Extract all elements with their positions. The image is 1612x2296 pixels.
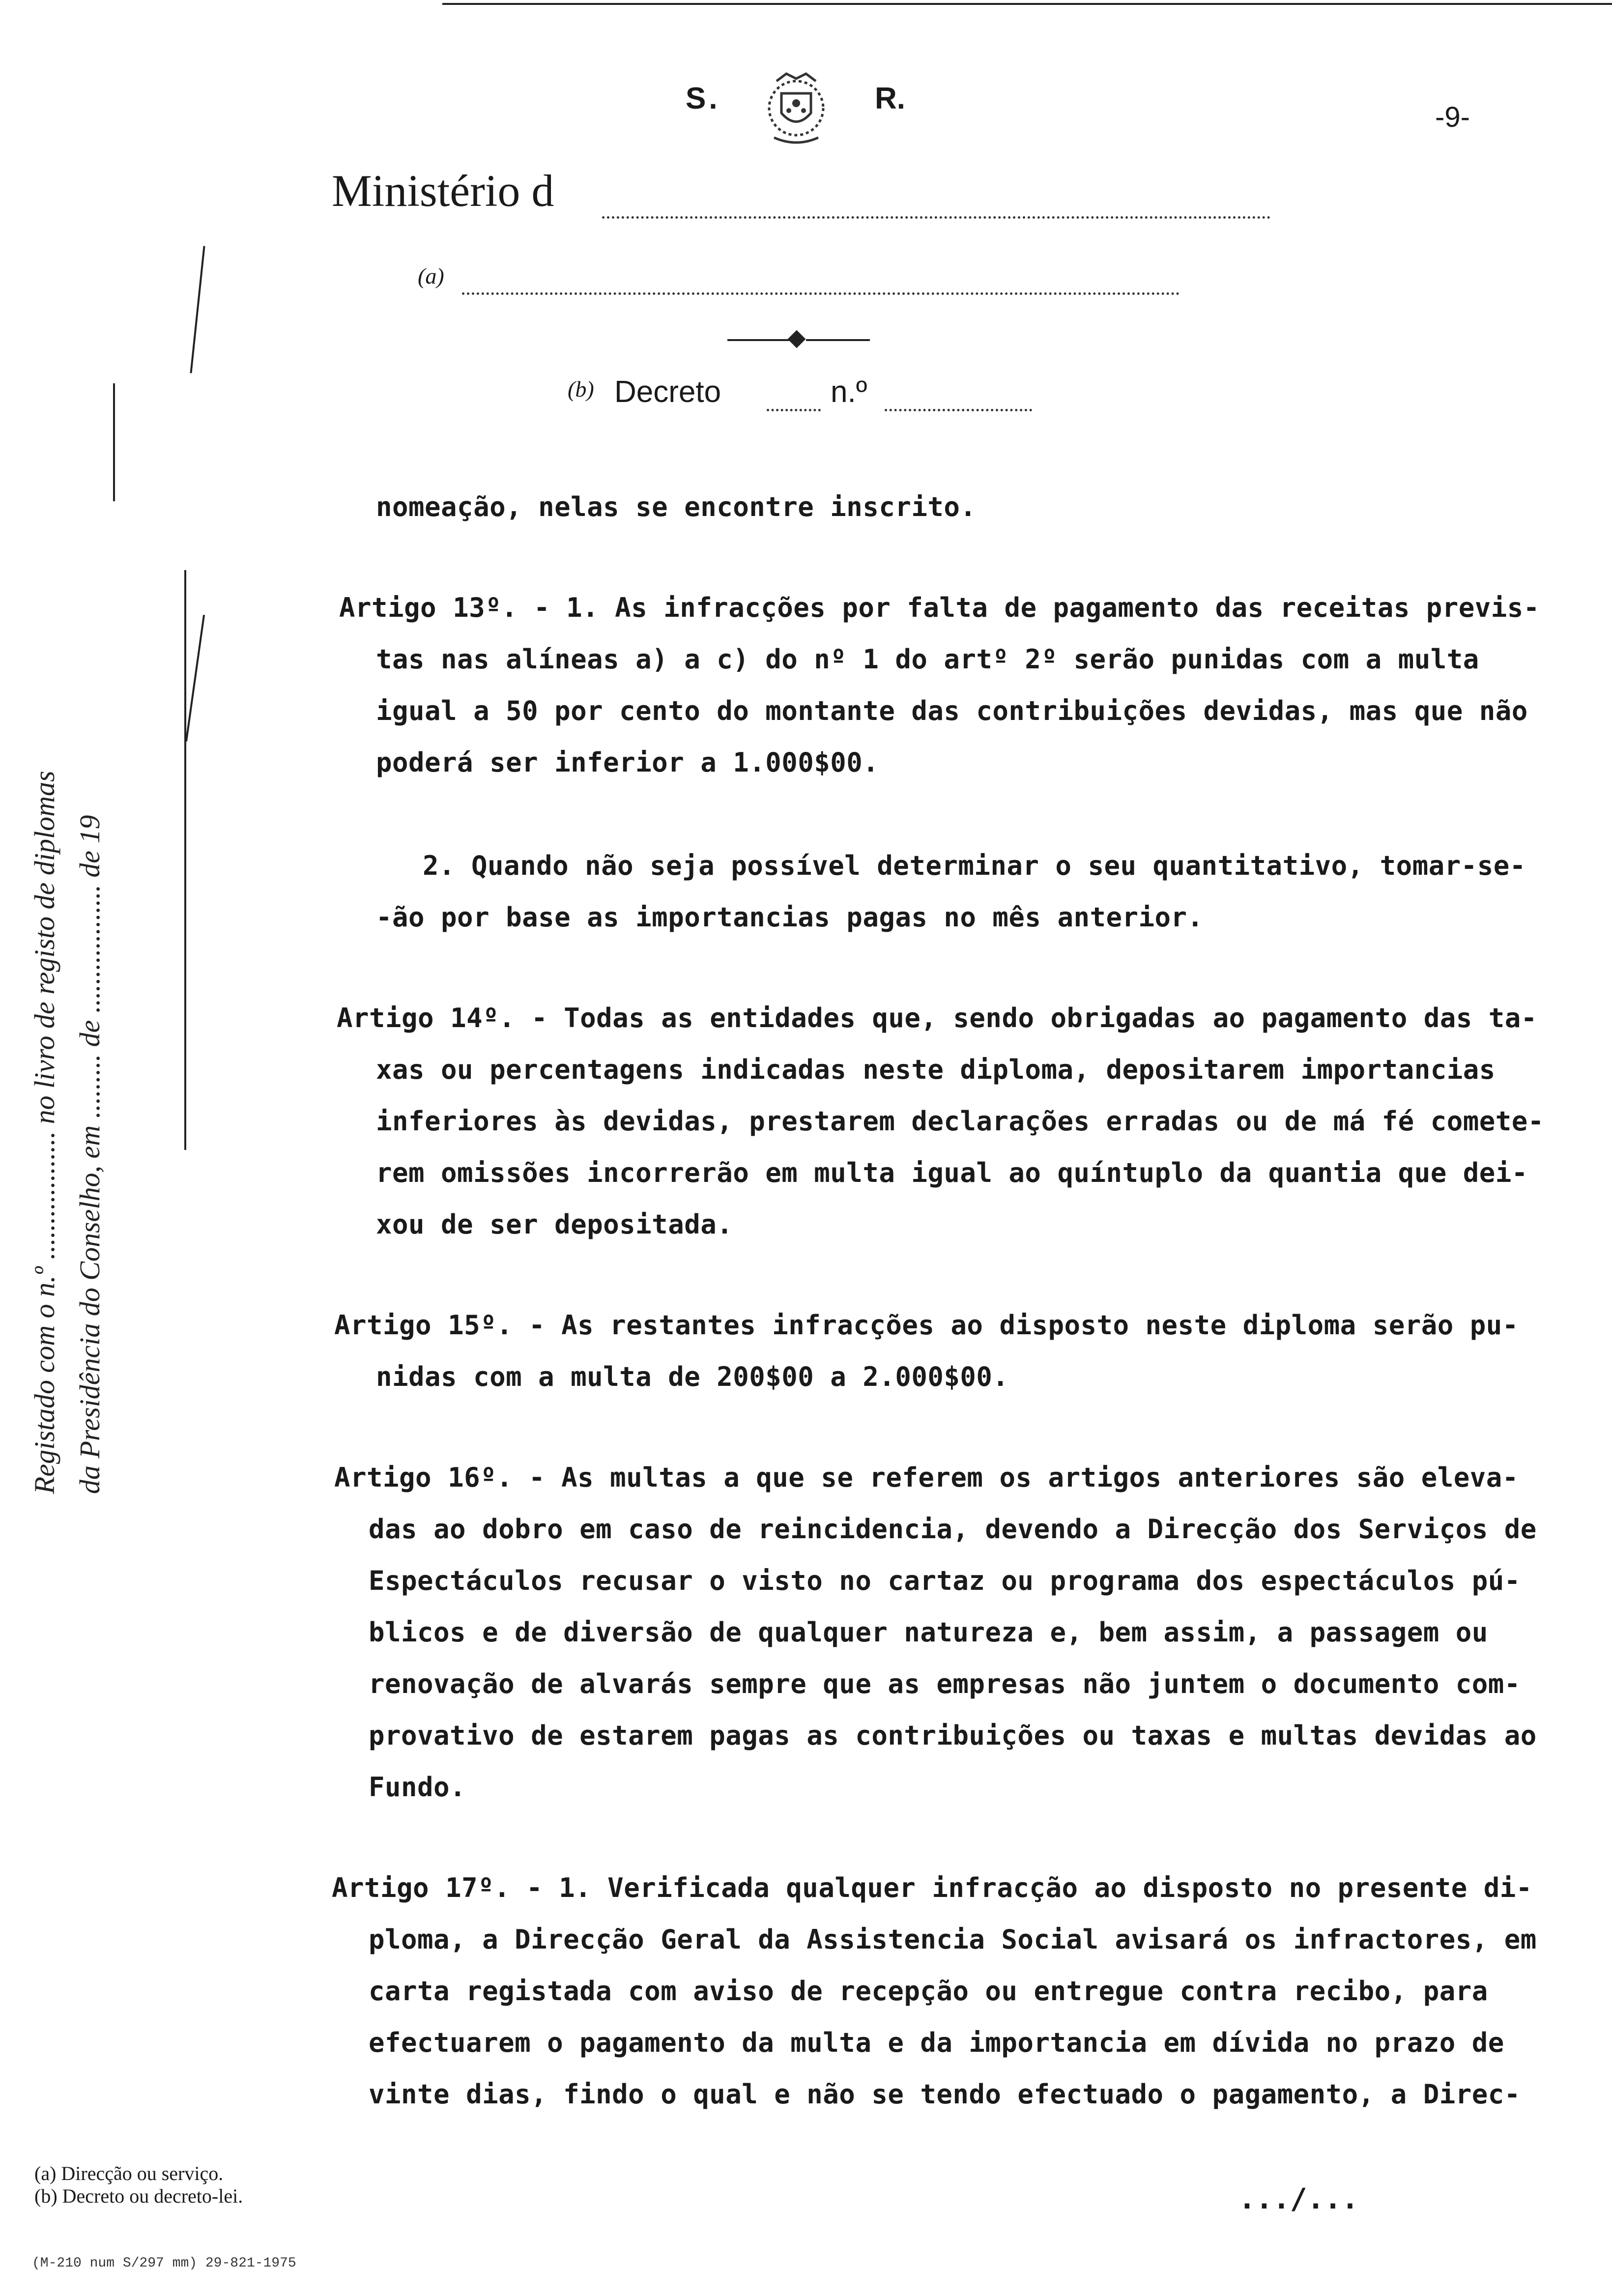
sr-letter-r: R. <box>875 82 905 115</box>
article-16-line: Artigo 16º. - As multas a que se referem os artigos anteriores são eleva- <box>334 1462 1519 1493</box>
footnote-b: (b) Decreto ou decreto-lei. <box>34 2185 243 2207</box>
body-line: das ao dobro em caso de reincidencia, devendo a Direcção dos Serviços de <box>369 1514 1537 1545</box>
body-line: inferiores às devidas, prestarem declarações erradas ou de má fé comete- <box>376 1106 1544 1137</box>
article-17-line: Artigo 17º. - 1. Verificada qualquer infracção ao disposto no presente di- <box>332 1872 1532 1903</box>
body-line: xou de ser depositada. <box>376 1209 733 1240</box>
body-line: ploma, a Direcção Geral da Assistencia Social avisará os infractores, em <box>369 1924 1537 1955</box>
body-line: Espectáculos recusar o visto no cartaz ou programa dos espectáculos pú- <box>369 1565 1521 1596</box>
page-number: -9- <box>1435 101 1470 133</box>
body-line: renovação de alvarás sempre que as empresas não juntem o documento com- <box>369 1668 1521 1699</box>
field-b-label: (b) <box>568 376 594 402</box>
body-line: vinte dias, findo o qual e não se tendo efectuado o pagamento, a Direc- <box>369 2079 1521 2110</box>
article-13-line: Artigo 13º. - 1. As infracções por falta de pagamento das receitas previs- <box>339 592 1540 623</box>
body-line: igual a 50 por cento do montante das contribuições devidas, mas que não <box>376 695 1528 726</box>
registration-note-line2: da Presidência do Conselho, em ......... de .................. de 19 <box>74 815 106 1494</box>
ministerio-fill-line <box>602 216 1270 219</box>
margin-stroke <box>184 570 186 1150</box>
decreto-fill-line <box>767 409 821 411</box>
decreto-label: Decreto <box>614 375 721 409</box>
body-line: nidas com a multa de 200$00 a 2.000$00. <box>376 1361 1009 1392</box>
continuation-mark: .../... <box>1238 2182 1359 2215</box>
print-code: (M-210 num S/297 mm) 29-821-1975 <box>32 2256 296 2271</box>
body-line: Fundo. <box>369 1772 466 1803</box>
article-15-line: Artigo 15º. - As restantes infracções ao disposto neste diploma serão pu- <box>334 1310 1519 1341</box>
body-line: tas nas alíneas a) a c) do nº 1 do artº 2º serão punidas com a multa <box>376 644 1479 675</box>
body-line: xas ou percentagens indicadas neste diploma, depositarem importancias <box>376 1054 1496 1085</box>
coat-of-arms-icon <box>747 64 845 147</box>
divider-right <box>806 339 870 341</box>
registration-note-line1: Registado com o n.º .................. no livro de registo de diplomas <box>29 771 60 1494</box>
margin-stroke <box>190 246 205 373</box>
footnote-a: (a) Direcção ou serviço. <box>34 2162 224 2184</box>
top-edge-line <box>442 3 1612 5</box>
registration-margin-note <box>22 771 113 1494</box>
body-line: provativo de estarem pagas as contribuições ou taxas e multas devidas ao <box>369 1720 1537 1751</box>
margin-stroke <box>185 615 205 742</box>
ministerio-heading: Ministério d <box>332 166 554 216</box>
body-line: 2. Quando não seja possível determinar o seu quantitativo, tomar-se- <box>423 850 1526 881</box>
body-line: nomeação, nelas se encontre inscrito. <box>376 491 977 522</box>
sr-letter-s: S. <box>686 82 720 115</box>
margin-stroke <box>113 383 115 501</box>
divider-left <box>727 339 791 341</box>
body-line: blicos e de diversão de qualquer natureza e, bem assim, a passagem ou <box>369 1617 1488 1648</box>
body-line: poderá ser inferior a 1.000$00. <box>376 747 879 778</box>
body-line: -ão por base as importancias pagas no mês anterior. <box>376 902 1204 933</box>
body-line: carta registada com aviso de recepção ou entregue contra recibo, para <box>369 1976 1488 2007</box>
numero-label: n.º <box>831 375 867 409</box>
field-a-fill-line <box>462 292 1180 295</box>
divider-diamond-icon <box>788 330 806 348</box>
body-line: rem omissões incorrerão em multa igual ao quíntuplo da quantia que dei- <box>376 1157 1528 1188</box>
article-14-line: Artigo 14º. - Todas as entidades que, sendo obrigadas ao pagamento das ta- <box>337 1003 1537 1033</box>
body-line: efectuarem o pagamento da multa e da importancia em dívida no prazo de <box>369 2027 1504 2058</box>
field-a-label: (a) <box>418 263 444 288</box>
numero-fill-line <box>885 409 1032 411</box>
